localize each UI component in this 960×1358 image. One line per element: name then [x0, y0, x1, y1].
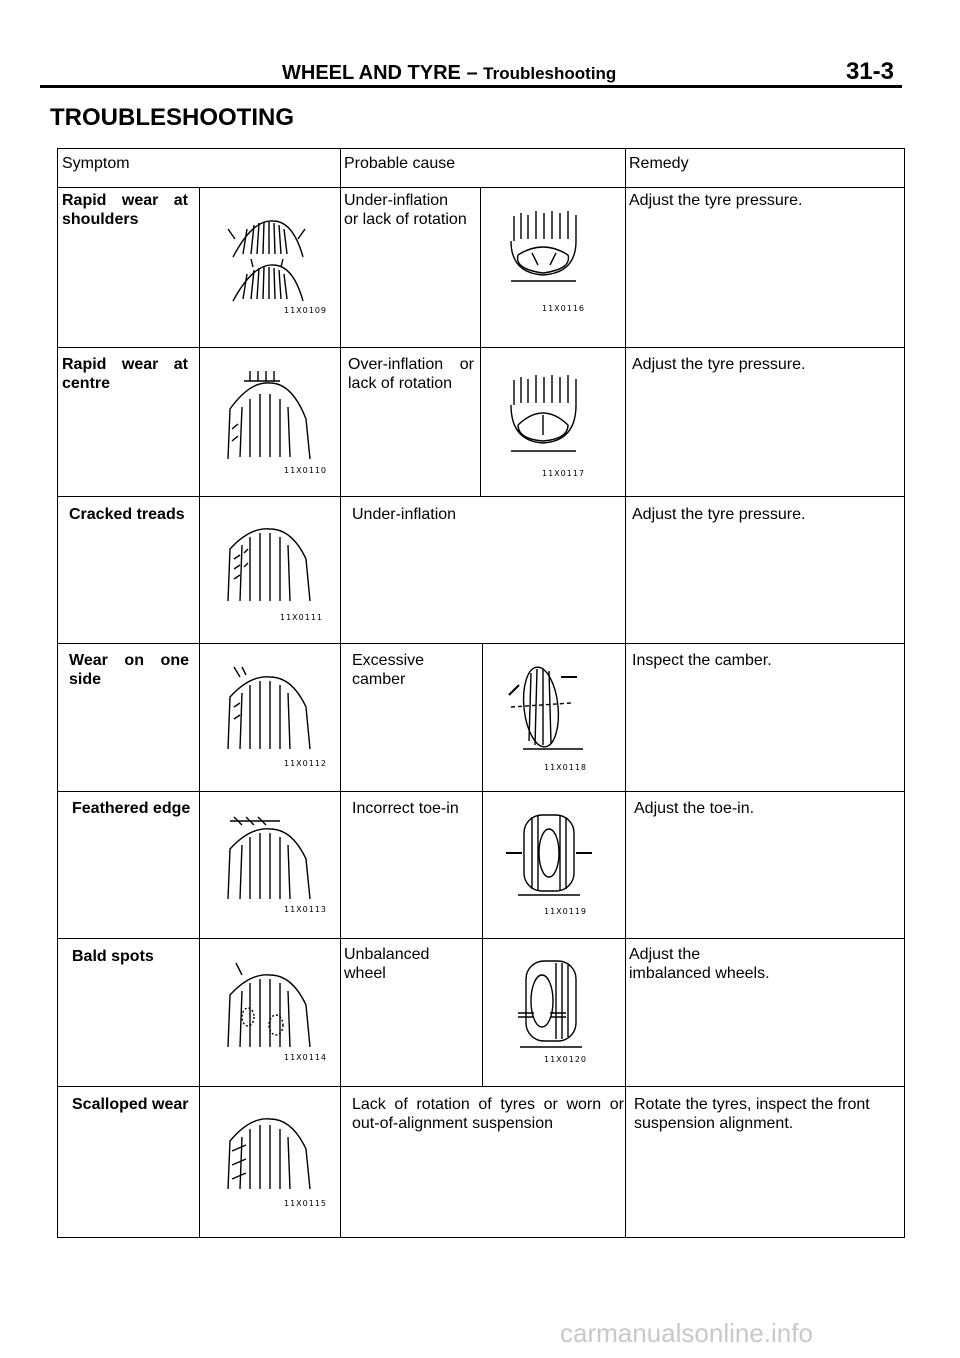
- cause-text: [348, 355, 474, 393]
- cause-line: wheel: [344, 965, 386, 982]
- figure-code: 11X0115: [284, 1199, 328, 1208]
- symptom-text: [62, 191, 188, 229]
- page-number: 31-3: [845, 58, 894, 85]
- remedy-text: Adjust the toe-in.: [634, 800, 755, 817]
- cause-line: out-of-alignment suspension: [352, 1115, 554, 1132]
- cause-line: or lack of rotation: [344, 211, 467, 228]
- symptom-text: [69, 651, 189, 689]
- remedy-line: Rotate the tyres, inspect the front: [634, 1096, 870, 1113]
- tyre-centre-wear-figure: [220, 369, 315, 464]
- row-divider: [58, 1086, 904, 1087]
- excessive-camber-figure: [503, 659, 598, 755]
- remedy-text: Adjust the tyre pressure.: [632, 356, 806, 373]
- header-subtitle: Troubleshooting: [483, 64, 617, 83]
- figure-code: 11X0118: [544, 763, 588, 772]
- cause-figure-divider: [480, 187, 481, 496]
- section-title: TROUBLESHOOTING: [50, 104, 294, 131]
- tyre-bald-spot-figure: [220, 961, 315, 1051]
- symptom-line: Rapid wear at: [62, 356, 188, 373]
- cause-line: Excessive: [352, 652, 425, 669]
- symptom-text: Scalloped wear: [72, 1096, 189, 1113]
- figure-code: 11X0119: [544, 907, 588, 916]
- symptom-line: side: [69, 671, 102, 688]
- symptom-figure-divider: [199, 187, 200, 1237]
- cause-figure-divider: [482, 643, 483, 1086]
- header-title-main: WHEEL AND TYRE: [282, 62, 461, 84]
- figure-code: 11X0117: [542, 469, 586, 478]
- watermark: carmanualsonline.info: [560, 1318, 813, 1348]
- row-divider: [58, 938, 904, 939]
- cause-text: [344, 945, 429, 983]
- row-divider: [58, 643, 904, 644]
- column-divider: [340, 149, 341, 1237]
- row-divider: [58, 347, 904, 348]
- symptom-line: Rapid wear at: [62, 192, 188, 209]
- symptom-text: Cracked treads: [69, 506, 185, 523]
- tyre-feathered-edge-figure: [220, 815, 315, 903]
- row-divider: [58, 791, 904, 792]
- symptom-text: [62, 355, 188, 393]
- under-inflation-figure: [506, 211, 596, 291]
- symptom-line: shoulders: [62, 211, 139, 228]
- cause-text: Under-inflation: [352, 506, 457, 523]
- figure-code: 11X0111: [280, 613, 324, 622]
- row-divider: [58, 187, 904, 188]
- remedy-text: Adjust the tyre pressure.: [629, 192, 803, 209]
- symptom-line: Wear on one: [69, 652, 189, 669]
- header-title: [282, 62, 616, 85]
- row-divider: [58, 496, 904, 497]
- remedy-text: [629, 945, 770, 983]
- over-inflation-figure: [506, 375, 596, 459]
- figure-code: 11X0120: [544, 1055, 588, 1064]
- column-header-symptom: Symptom: [62, 155, 130, 172]
- cause-line: Lack of rotation of tyres or worn or: [352, 1096, 624, 1113]
- cause-line: Over-inflation or: [348, 356, 474, 373]
- remedy-line: suspension alignment.: [634, 1115, 794, 1132]
- troubleshooting-table: [57, 148, 905, 1238]
- cause-line: Under-inflation: [344, 192, 449, 209]
- figure-code: 11X0113: [284, 905, 328, 914]
- cause-line: Unbalanced: [344, 946, 430, 963]
- symptom-text: Bald spots: [72, 948, 154, 965]
- figure-code: 11X0110: [284, 466, 328, 475]
- cause-text: [344, 191, 467, 229]
- tyre-one-side-wear-figure: [220, 663, 315, 753]
- cause-line: lack of rotation: [348, 375, 453, 392]
- figure-code: 11X0114: [284, 1053, 328, 1062]
- column-divider: [625, 149, 626, 1237]
- cause-text: [352, 1095, 624, 1133]
- cause-text: [352, 651, 424, 689]
- cause-text: Incorrect toe-in: [352, 800, 459, 817]
- symptom-text: Feathered edge: [72, 800, 191, 817]
- tyre-cracked-tread-figure: [220, 525, 315, 605]
- remedy-line: Adjust the: [629, 946, 701, 963]
- remedy-text: Inspect the camber.: [632, 652, 772, 669]
- page-header: [40, 58, 902, 88]
- incorrect-toe-in-figure: [504, 809, 599, 899]
- tyre-scalloped-wear-figure: [220, 1111, 315, 1193]
- remedy-text: [634, 1095, 870, 1133]
- tyre-shoulder-wear-figure: [223, 209, 313, 304]
- figure-code: 11X0116: [542, 304, 586, 313]
- remedy-text: Adjust the tyre pressure.: [632, 506, 806, 523]
- cause-line: camber: [352, 671, 406, 688]
- figure-code: 11X0112: [284, 759, 328, 768]
- header-dash: –: [466, 62, 478, 84]
- symptom-line: centre: [62, 375, 111, 392]
- remedy-line: imbalanced wheels.: [629, 965, 770, 982]
- figure-code: 11X0109: [284, 306, 328, 315]
- unbalanced-wheel-figure: [504, 957, 599, 1051]
- column-header-remedy: Remedy: [629, 155, 689, 172]
- column-header-cause: Probable cause: [344, 155, 456, 172]
